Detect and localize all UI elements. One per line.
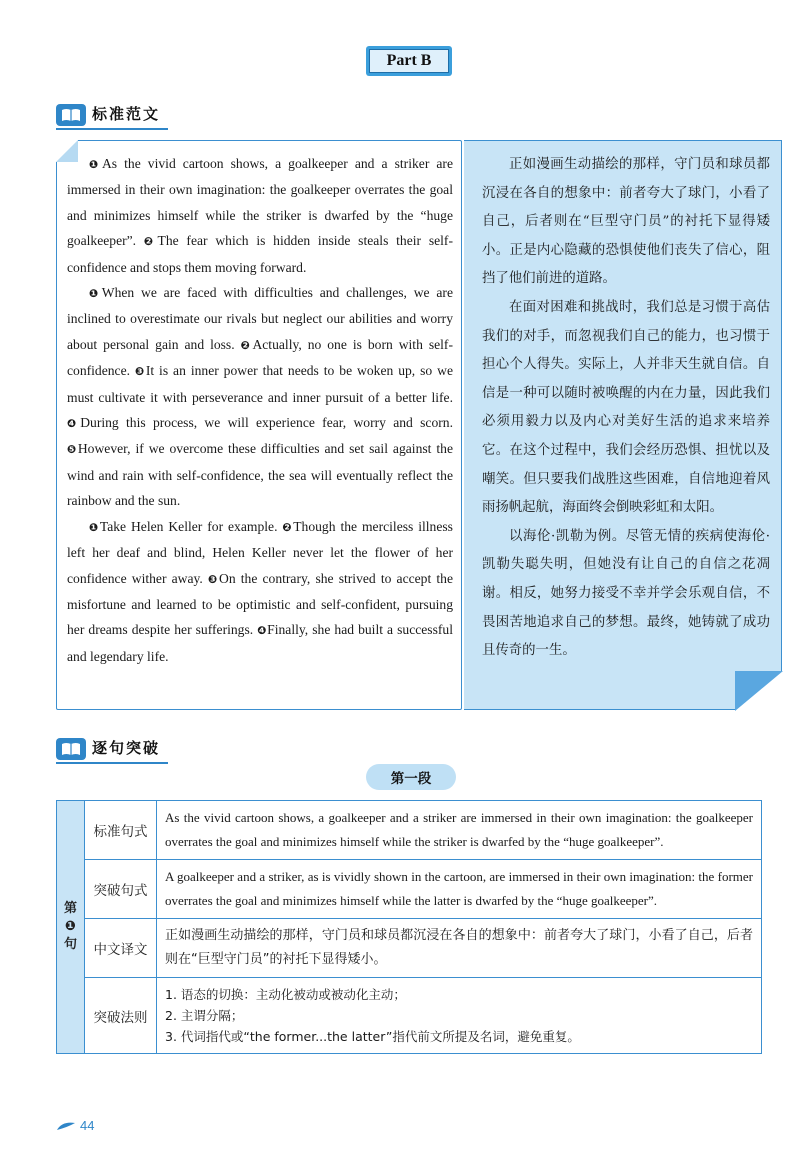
row-label: 标准句式 (85, 801, 157, 859)
section-header-model-essay (56, 100, 160, 126)
sentence-text: Actually, no one is born with self-confidence. (67, 336, 453, 379)
table-row (85, 919, 761, 978)
book-icon (56, 104, 86, 126)
sentence-text: Take Helen Keller for example. (99, 518, 283, 534)
sentence-text: When we are faced with difficulties and challenges, we are inclined to overestimate our rivals but neglect our abilities and worry about personal gain and loss. (67, 285, 453, 352)
row-label: 中文译文 (85, 919, 157, 977)
en-paragraph (67, 151, 453, 280)
table-row (85, 860, 761, 919)
section-header-sentence-breakdown (56, 734, 160, 760)
zh-paragraph: 在面对困难和挑战时，我们总是习惯于高估我们的对手，而忽视我们自己的能力，也习惯于担心个人得失。实际上，人并非天生就自信。自信是一种可以随时被唤醒的内在力量，因此我们必须用毅力以及内心对美好生活的追求来培养它。在这个过程中，我们会经历恐惧、担忧以及嘲笑。但只要我们战胜这些困难，自信地迎着风雨扬帆起航，海面终会倒映彩虹和太阳。 (482, 299, 770, 516)
sentence-text: Though the merciless illness left her deaf and blind, Helen Keller never let the flower of her confidence wither away. (67, 518, 453, 586)
sentence-label (57, 801, 85, 1053)
sentence-label-part: 句 (63, 937, 77, 952)
sentence-number: ❷ (240, 338, 253, 352)
sentence-number: ❺ (67, 443, 78, 457)
sentence-number: ❶ (89, 520, 100, 534)
rule-item: 2. 主谓分隔； (165, 1008, 244, 1023)
rule-item: 3. 代词指代或“the former...the latter”指代前文所提及名词，避免重复。 (165, 1029, 580, 1044)
essay-english-panel (56, 140, 462, 710)
sentence-text: During this process, we will experience fear, worry and scorn. (80, 415, 453, 431)
part-label-box (366, 46, 452, 76)
row-value: A goalkeeper and a striker, as is vividly shown in the cartoon, are immersed in their own imagination: the former overrates the goal and minimizes himself while the latter is dwarfed by the “huge goalkeeper”. (165, 869, 753, 908)
model-essay (56, 140, 782, 710)
sentence-number: ❹ (67, 417, 81, 431)
row-label: 突破法则 (85, 978, 157, 1053)
leaf-icon (56, 1121, 76, 1131)
zh-paragraph: 正如漫画生动描绘的那样，守门员和球员都沉浸在各自的想象中：前者夸大了球门，小看了自己，后者则在“巨型守门员”的衬托下显得矮小。正是内心隐藏的恐惧使他们丧失了信心，阻挡了他们前进的道路。 (482, 157, 770, 287)
row-value: As the vivid cartoon shows, a goalkeeper and a striker are immersed in their own imagination: the goalkeeper overrates the goal and minimizes himself while the striker is dwarfed by the “huge goalkeeper”. (165, 810, 753, 849)
row-label: 突破句式 (85, 860, 157, 918)
section-title: 逐句突破 (92, 739, 161, 757)
sentence-text: However, if we overcome these difficulties and set sail against the wind and rain with self-confidence, the sea will eventually reflect the rainbow and the sun. (67, 441, 453, 509)
section-underline (56, 128, 168, 130)
paragraph-label: 第一段 (366, 764, 456, 790)
table-row (85, 978, 761, 1053)
sentence-label-part: ❶ (64, 919, 76, 934)
sentence-text: It is an inner power that needs to be woken up, so we must cultivate it with perseverance and inner pursuit of a better life. (67, 363, 453, 405)
zh-paragraph: 以海伦·凯勒为例。尽管无情的疾病使海伦·凯勒失聪失明，但她没有让自己的自信之花凋谢。相反，她努力接受不幸并学会乐观自信，不畏困苦地追求自己的梦想。最终，她铸就了成功且传奇的一生。 (482, 528, 770, 659)
corner-fold (735, 671, 783, 711)
table-row (85, 801, 761, 860)
essay-chinese-panel (464, 140, 782, 710)
sentence-number: ❸ (134, 365, 146, 379)
en-paragraph (67, 280, 453, 514)
row-value (157, 978, 761, 1053)
rule-item: 1. 语态的切换：主动化被动或被动化主动； (165, 987, 406, 1002)
sentence-number: ❶ (89, 158, 102, 171)
section-underline (56, 762, 168, 764)
sentence-label-part: 第 (63, 901, 77, 916)
sentence-number: ❸ (207, 572, 220, 586)
sentence-number: ❷ (282, 520, 294, 534)
page-number (56, 1118, 94, 1133)
section-title: 标准范文 (92, 105, 161, 123)
sentence-text: As the vivid cartoon shows, a goalkeeper and a striker are immersed in their own imagination: the goalkeeper overrates the goal and minimizes himself while the striker is dwarfed by the “huge goalkeeper”. (67, 156, 453, 249)
sentence-text: On the contrary, she strived to accept the misfortune and learned to be optimistic and self-confident, pursuing her dreams despite her sufferings. (67, 570, 453, 638)
sentence-number: ❶ (89, 287, 102, 301)
essay-chinese-text (482, 151, 770, 666)
sentence-text: The fear which is hidden inside steals their self-confidence and stops them moving forward. (67, 233, 453, 275)
book-icon (56, 738, 86, 760)
sentence-table (56, 800, 762, 1054)
en-paragraph (67, 514, 453, 669)
sentence-number: ❷ (143, 235, 158, 249)
part-label: Part B (369, 49, 449, 73)
page-number-text: 44 (80, 1118, 95, 1133)
row-value: 正如漫画生动描绘的那样，守门员和球员都沉浸在各自的想象中：前者夸大了球门，小看了自己，后者则在“巨型守门员”的衬托下显得矮小。 (165, 928, 753, 967)
essay-english-text (67, 151, 453, 669)
sentence-text: Finally, she had built a successful and legendary life. (67, 622, 453, 664)
sentence-number: ❹ (257, 624, 268, 638)
